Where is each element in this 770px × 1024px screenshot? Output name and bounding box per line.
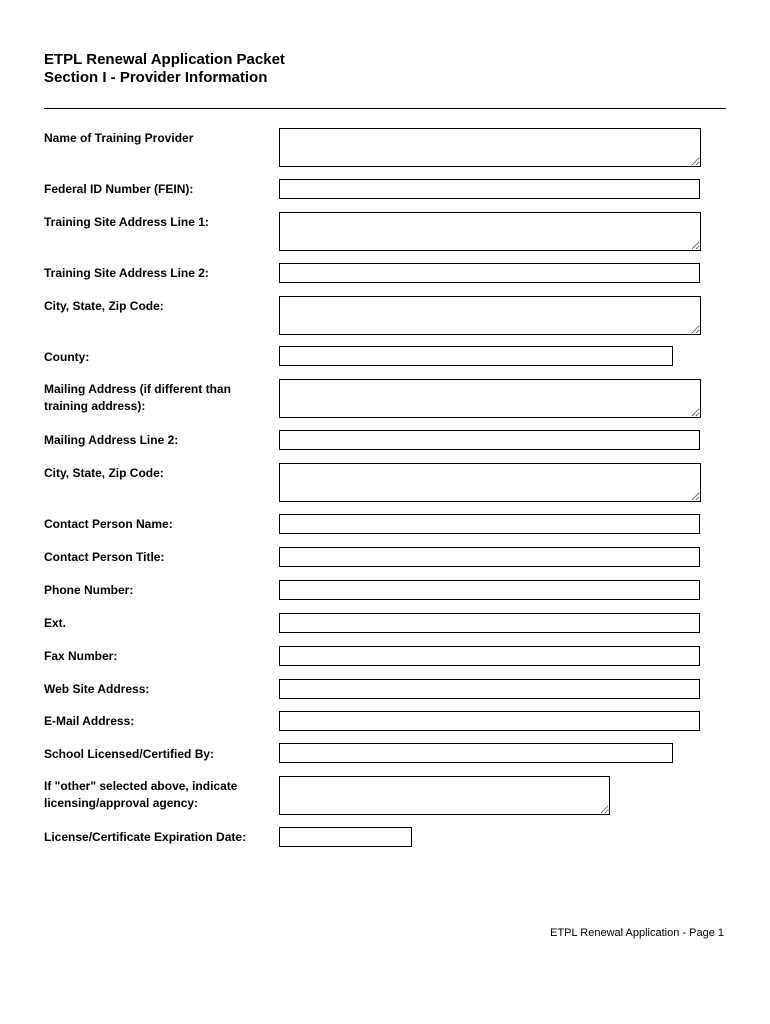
ext-label: Ext.: [44, 616, 67, 630]
site-address2-label: Training Site Address Line 2:: [44, 266, 209, 280]
mailing-address2-label: Mailing Address Line 2:: [44, 433, 179, 447]
email-label: E-Mail Address:: [44, 714, 135, 728]
ext-field[interactable]: [279, 613, 700, 633]
header-divider: [44, 108, 726, 109]
phone-label: Phone Number:: [44, 583, 134, 597]
provider-name-field[interactable]: [279, 128, 701, 167]
email-field[interactable]: [279, 711, 700, 731]
site-address1-field[interactable]: [279, 212, 701, 251]
expiration-date-field[interactable]: [279, 827, 412, 847]
website-field[interactable]: [279, 679, 700, 699]
contact-title-field[interactable]: [279, 547, 700, 567]
mailing-address2-field[interactable]: [279, 430, 700, 450]
mailing-city-state-zip-field[interactable]: [279, 463, 701, 502]
page-footer: ETPL Renewal Application - Page 1: [550, 927, 724, 939]
fax-label: Fax Number:: [44, 649, 118, 663]
contact-name-label: Contact Person Name:: [44, 517, 173, 531]
contact-title-label: Contact Person Title:: [44, 550, 165, 564]
site-city-state-zip-field[interactable]: [279, 296, 701, 335]
fein-field[interactable]: [279, 179, 700, 199]
county-label: County:: [44, 350, 90, 364]
licensed-by-field[interactable]: [279, 743, 673, 763]
mailing-city-state-zip-label: City, State, Zip Code:: [44, 466, 164, 480]
provider-name-label: Name of Training Provider: [44, 131, 194, 145]
site-address2-field[interactable]: [279, 263, 700, 283]
section-title: Section I - Provider Information: [44, 69, 268, 86]
expiration-label: License/Certificate Expiration Date:: [44, 830, 247, 844]
contact-name-field[interactable]: [279, 514, 700, 534]
mailing-address-label: Mailing Address (if different than training address):: [44, 382, 231, 413]
county-field[interactable]: [279, 346, 673, 366]
document-title: ETPL Renewal Application Packet: [44, 51, 285, 68]
mailing-address-field[interactable]: [279, 379, 701, 418]
site-address1-label: Training Site Address Line 1:: [44, 215, 209, 229]
website-label: Web Site Address:: [44, 682, 150, 696]
fax-field[interactable]: [279, 646, 700, 666]
phone-field[interactable]: [279, 580, 700, 600]
fein-label: Federal ID Number (FEIN):: [44, 182, 194, 196]
other-agency-label: If "other" selected above, indicate licensing/approval agency:: [44, 779, 238, 810]
licensed-by-label: School Licensed/Certified By:: [44, 747, 215, 761]
other-agency-field[interactable]: [279, 776, 610, 815]
site-city-state-zip-label: City, State, Zip Code:: [44, 299, 164, 313]
